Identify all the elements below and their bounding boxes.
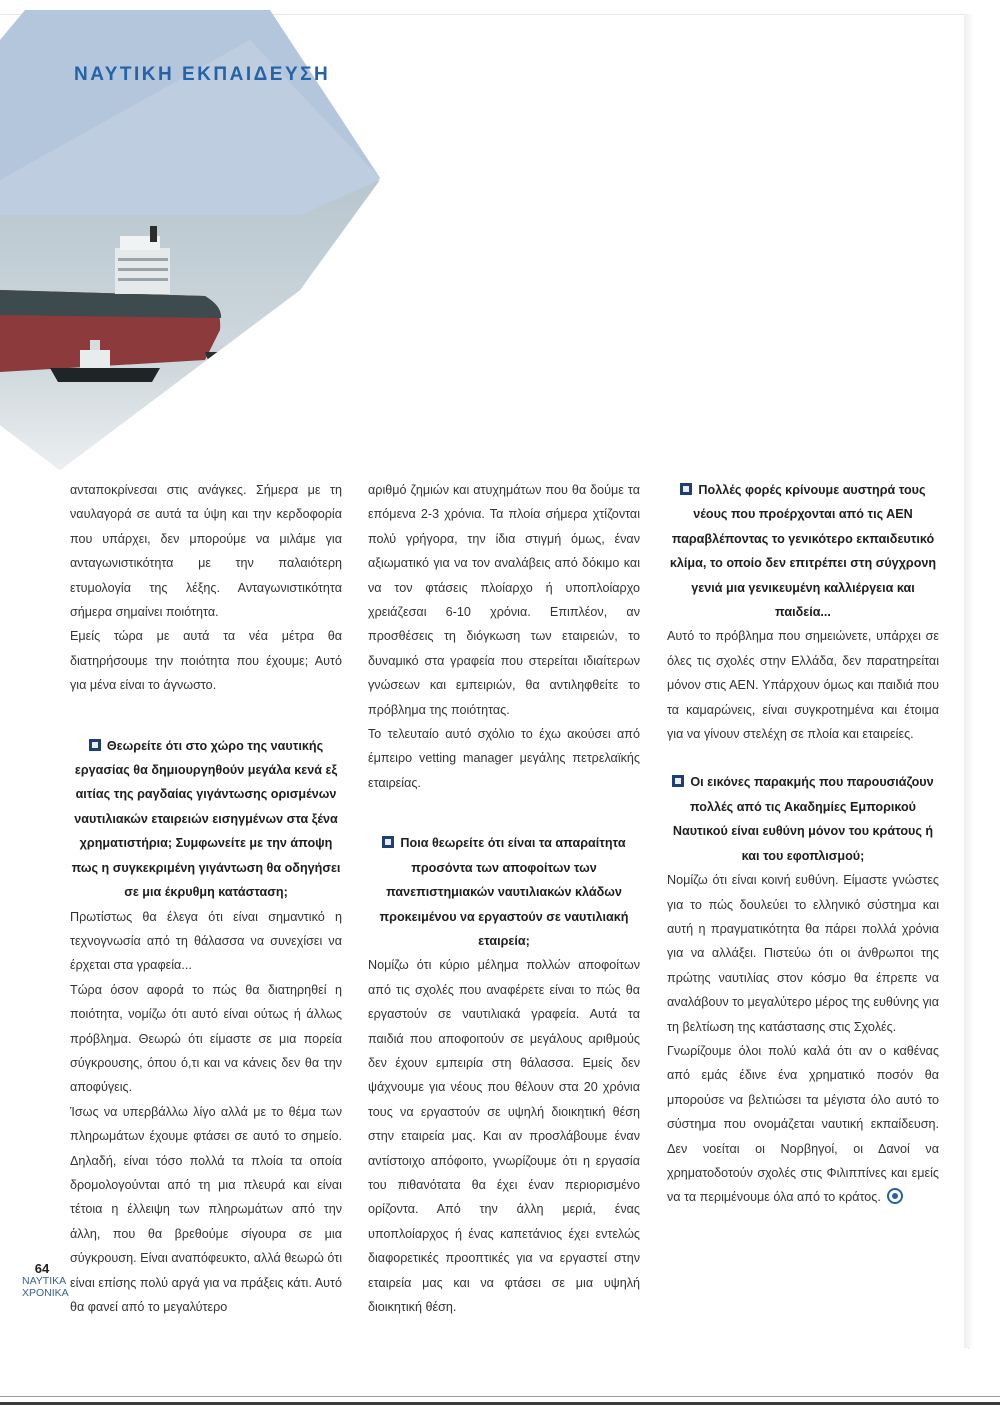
question	[667, 478, 939, 624]
question	[70, 734, 342, 905]
paragraph	[667, 1039, 939, 1210]
question	[667, 770, 939, 868]
end-of-article-icon	[887, 1188, 903, 1204]
paragraph: Νομίζω ότι είναι κοινή ευθύνη. Είμαστε γνώστες για το πώς δουλεύει το ελληνικό σύστημα και αυτή η πραγματικότητα θα πάρει πολλά χρόνια για να αλλάξει. Πιστεύω ότι οι άνθρωποι της πρώτης ναυτιλίας στον κόσμο θα έπρεπε να αναλάβουν το μεγαλύτερο μέρος της ευθύνης για τη βελτίωση της κατάστασης στις Σχολές.	[667, 873, 939, 1034]
question-text: Θεωρείτε ότι στο χώρο της ναυτικής εργασίας θα δημιουργηθούν μεγάλα κενά εξ αιτίας της ραγδαίας γιγάντωσης ορισμένων ναυτιλιακών εταιρειών εισηγμένων στα ξένα χρηματιστήρια; Συμφωνείτε με την άποψη πως η συγκεκριμένη γιγάντωση θα οδηγήσει σε μια έκρυθμη κατάσταση;	[71, 738, 341, 900]
spacer	[368, 795, 640, 831]
tugboat	[50, 368, 160, 382]
paragraph: Αυτό το πρόβλημα που σημειώνετε, υπάρχει σε όλες τις σχολές στην Ελλάδα, δεν παρατηρείται μόνον στις ΑΕΝ. Υπάρχουν όμως και παιδιά που τα καμαρώνεις, είναι συγκροτημένα και έτοιμα για να γίνουν στελέχη σε πλοία και εταιρείες.	[667, 629, 939, 742]
spacer	[667, 746, 939, 770]
question-text: Πολλές φορές κρίνουμε αυστηρά τους νέους που προέρχονται από τις ΑΕΝ παραβλέποντας το γενικότερο εκπαιδευτικό κλίμα, το οποίο δεν επιτρέπει στη σύγχρονη γενιά μια γενικευμένη καλλιέργεια και παιδεία...	[669, 483, 937, 620]
square-bullet-icon	[382, 836, 394, 848]
magazine-name-line1: ΝΑΥΤΙΚΑ	[22, 1275, 67, 1287]
question	[368, 831, 640, 953]
column-middle	[368, 478, 640, 1319]
bottom-rule-thin	[0, 1396, 1000, 1397]
paragraph: Νομίζω ότι κύριο μέλημα πολλών αποφοίτων από τις σχολές που αναφέρετε είναι το πώς θα εργαστούν σε ναυτιλιακά γραφεία. Αυτά τα παιδιά που αποφοιτούν σε μεγάλους αριθμούς δεν έχουν εμπειρία στη θάλασσα. Εμείς δεν ψάχνουμε για νέους που θέλουν στα 20 χρόνια τους να εργαστούν σε υψηλή διοικητική θέση στην εταιρεία μας. Και αν προσλάβουμε έναν αντίστοιχο απόφοιτο, γνωρίζουμε ότι η εργασία του πιθανότατα θα έχει έναν περιορισμένο ορίζοντα. Από την άλλη μεριά, ένας υποπλοίαρχος ή ένας καπετάνιος έχει εντελώς διαφορετικές προοπτικές για να εργαστεί στην εταιρεία μας και να φτάσει σε μια υψηλή διοικητική θέση.	[368, 958, 640, 1314]
paragraph: Εμείς τώρα με αυτά τα νέα μέτρα θα διατηρήσουμε την ποιότητα που έχουμε; Αυτό για μένα είναι το άγνωστο.	[70, 629, 342, 693]
column-left	[70, 478, 342, 1319]
folio	[22, 1261, 69, 1299]
column-right	[667, 478, 939, 1210]
spacer	[70, 698, 342, 734]
section-title: ΝΑΥΤΙΚΗ ΕΚΠΑΙΔΕΥΣΗ	[74, 64, 331, 85]
paragraph: ανταποκρίνεσαι στις ανάγκες. Σήμερα με τη ναυλαγορά σε αυτά τα ύψη και την κερδοφορία που υπάρχει, δεν μπορούμε να μιλάμε για ανταγωνιστικότητα με την παλαιότερη ετυμολογία της λέξης. Ανταγωνιστικότητα σήμερα σημαίνει ποιότητα.	[70, 483, 342, 620]
square-bullet-icon	[89, 739, 101, 751]
paragraph: Το τελευταίο αυτό σχόλιο το έχω ακούσει από έμπειρο vetting manager μεγάλης πετρελαϊκής εταιρείας.	[368, 727, 640, 790]
question-text: Οι εικόνες παρακμής που παρουσιάζουν πολλές από τις Ακαδημίες Εμπορικού Ναυτικού είναι ευθύνη μόνον του κράτους ή και του εφοπλισμού;	[672, 775, 934, 863]
bottom-rule	[0, 1402, 1000, 1405]
magazine-name-line2: ΧΡΟΝΙΚΑ	[22, 1287, 69, 1299]
paragraph: αριθμό ζημιών και ατυχημάτων που θα δούμε τα επόμενα 2-3 χρόνια. Τα πλοία σήμερα χτίζονται πολύ γρήγορα, την ίδια στιγμή όμως, έναν αξιωματικό για να τον αναλάβεις από δόκιμο και να τον φτάσεις πλοίαρχο ή υποπλοίαρχο χρειάζεσαι 6-10 χρόνια. Επιπλέον, αν προσθέσεις τη διόγκωση των εταιρειών, το δυναμικό στα γραφεία που στερείται ιδιαίτερων γνώσεων και εμπειριών, θα αντιληφθείτε το πρόβλημα της ποιότητας.	[368, 483, 640, 717]
paragraph: Ίσως να υπερβάλλω λίγο αλλά με το θέμα των πληρωμάτων έχουμε φτάσει σε αυτό το σημείο. Δηλαδή, είναι τόσο πολλά τα πλοία τα οποία δρομολογούνται από τη μια πλευρά και είναι τέτοια η έλλειψη των πληρωμάτων από την άλλη, που θα βρεθούμε σίγουρα σε μια σύγκρουση. Είναι αναπόφευκτο, αλλά θεωρώ ότι είναι επίσης πολύ αργά για να πράξεις κάτι. Αυτό θα φανεί από το μεγαλύτερο	[70, 1104, 342, 1314]
paragraph: Πρωτίστως θα έλεγα ότι είναι σημαντικό η τεχνογνωσία από τη θάλασσα να συνεχίσει να έρχεται στα γραφεία...	[70, 909, 342, 973]
question-text: Ποια θεωρείτε ότι είναι τα απαραίτητα προσόντα των αποφοίτων των πανεπιστημιακών ναυτιλιακών κλάδων προκειμένου να εργαστούν σε ναυτιλιακή εταιρεία;	[379, 836, 629, 948]
square-bullet-icon	[680, 483, 692, 495]
paragraph: Τώρα όσον αφορά το πώς θα διατηρηθεί η ποιότητα, νομίζω ότι αυτό είναι ούτως ή άλλως πρόβλημα. Θεωρώ ότι είμαστε σε μια πορεία σύγκρουσης, όπου ό,τι και να κάνεις δεν θα την αποφύγεις.	[70, 982, 342, 1095]
page-number: 64	[34, 1261, 50, 1276]
square-bullet-icon	[672, 775, 684, 787]
page-shadow	[964, 14, 974, 1348]
paragraph-text: Γνωρίζουμε όλοι πολύ καλά ότι αν ο καθένας από εμάς έδινε ένα χρηματικό ποσόν θα μπορούσε να βελτιώσει τα μέγιστα όλο αυτό το σύστημα που ονομάζεται ναυτική εκπαίδευση. Δεν νοείται οι Νορβηγοί, οι Δανοί να χρηματοδοτούν σχολές στις Φιλιππίνες και εμείς να τα περιμένουμε όλα από το κράτος.	[667, 1043, 939, 1205]
